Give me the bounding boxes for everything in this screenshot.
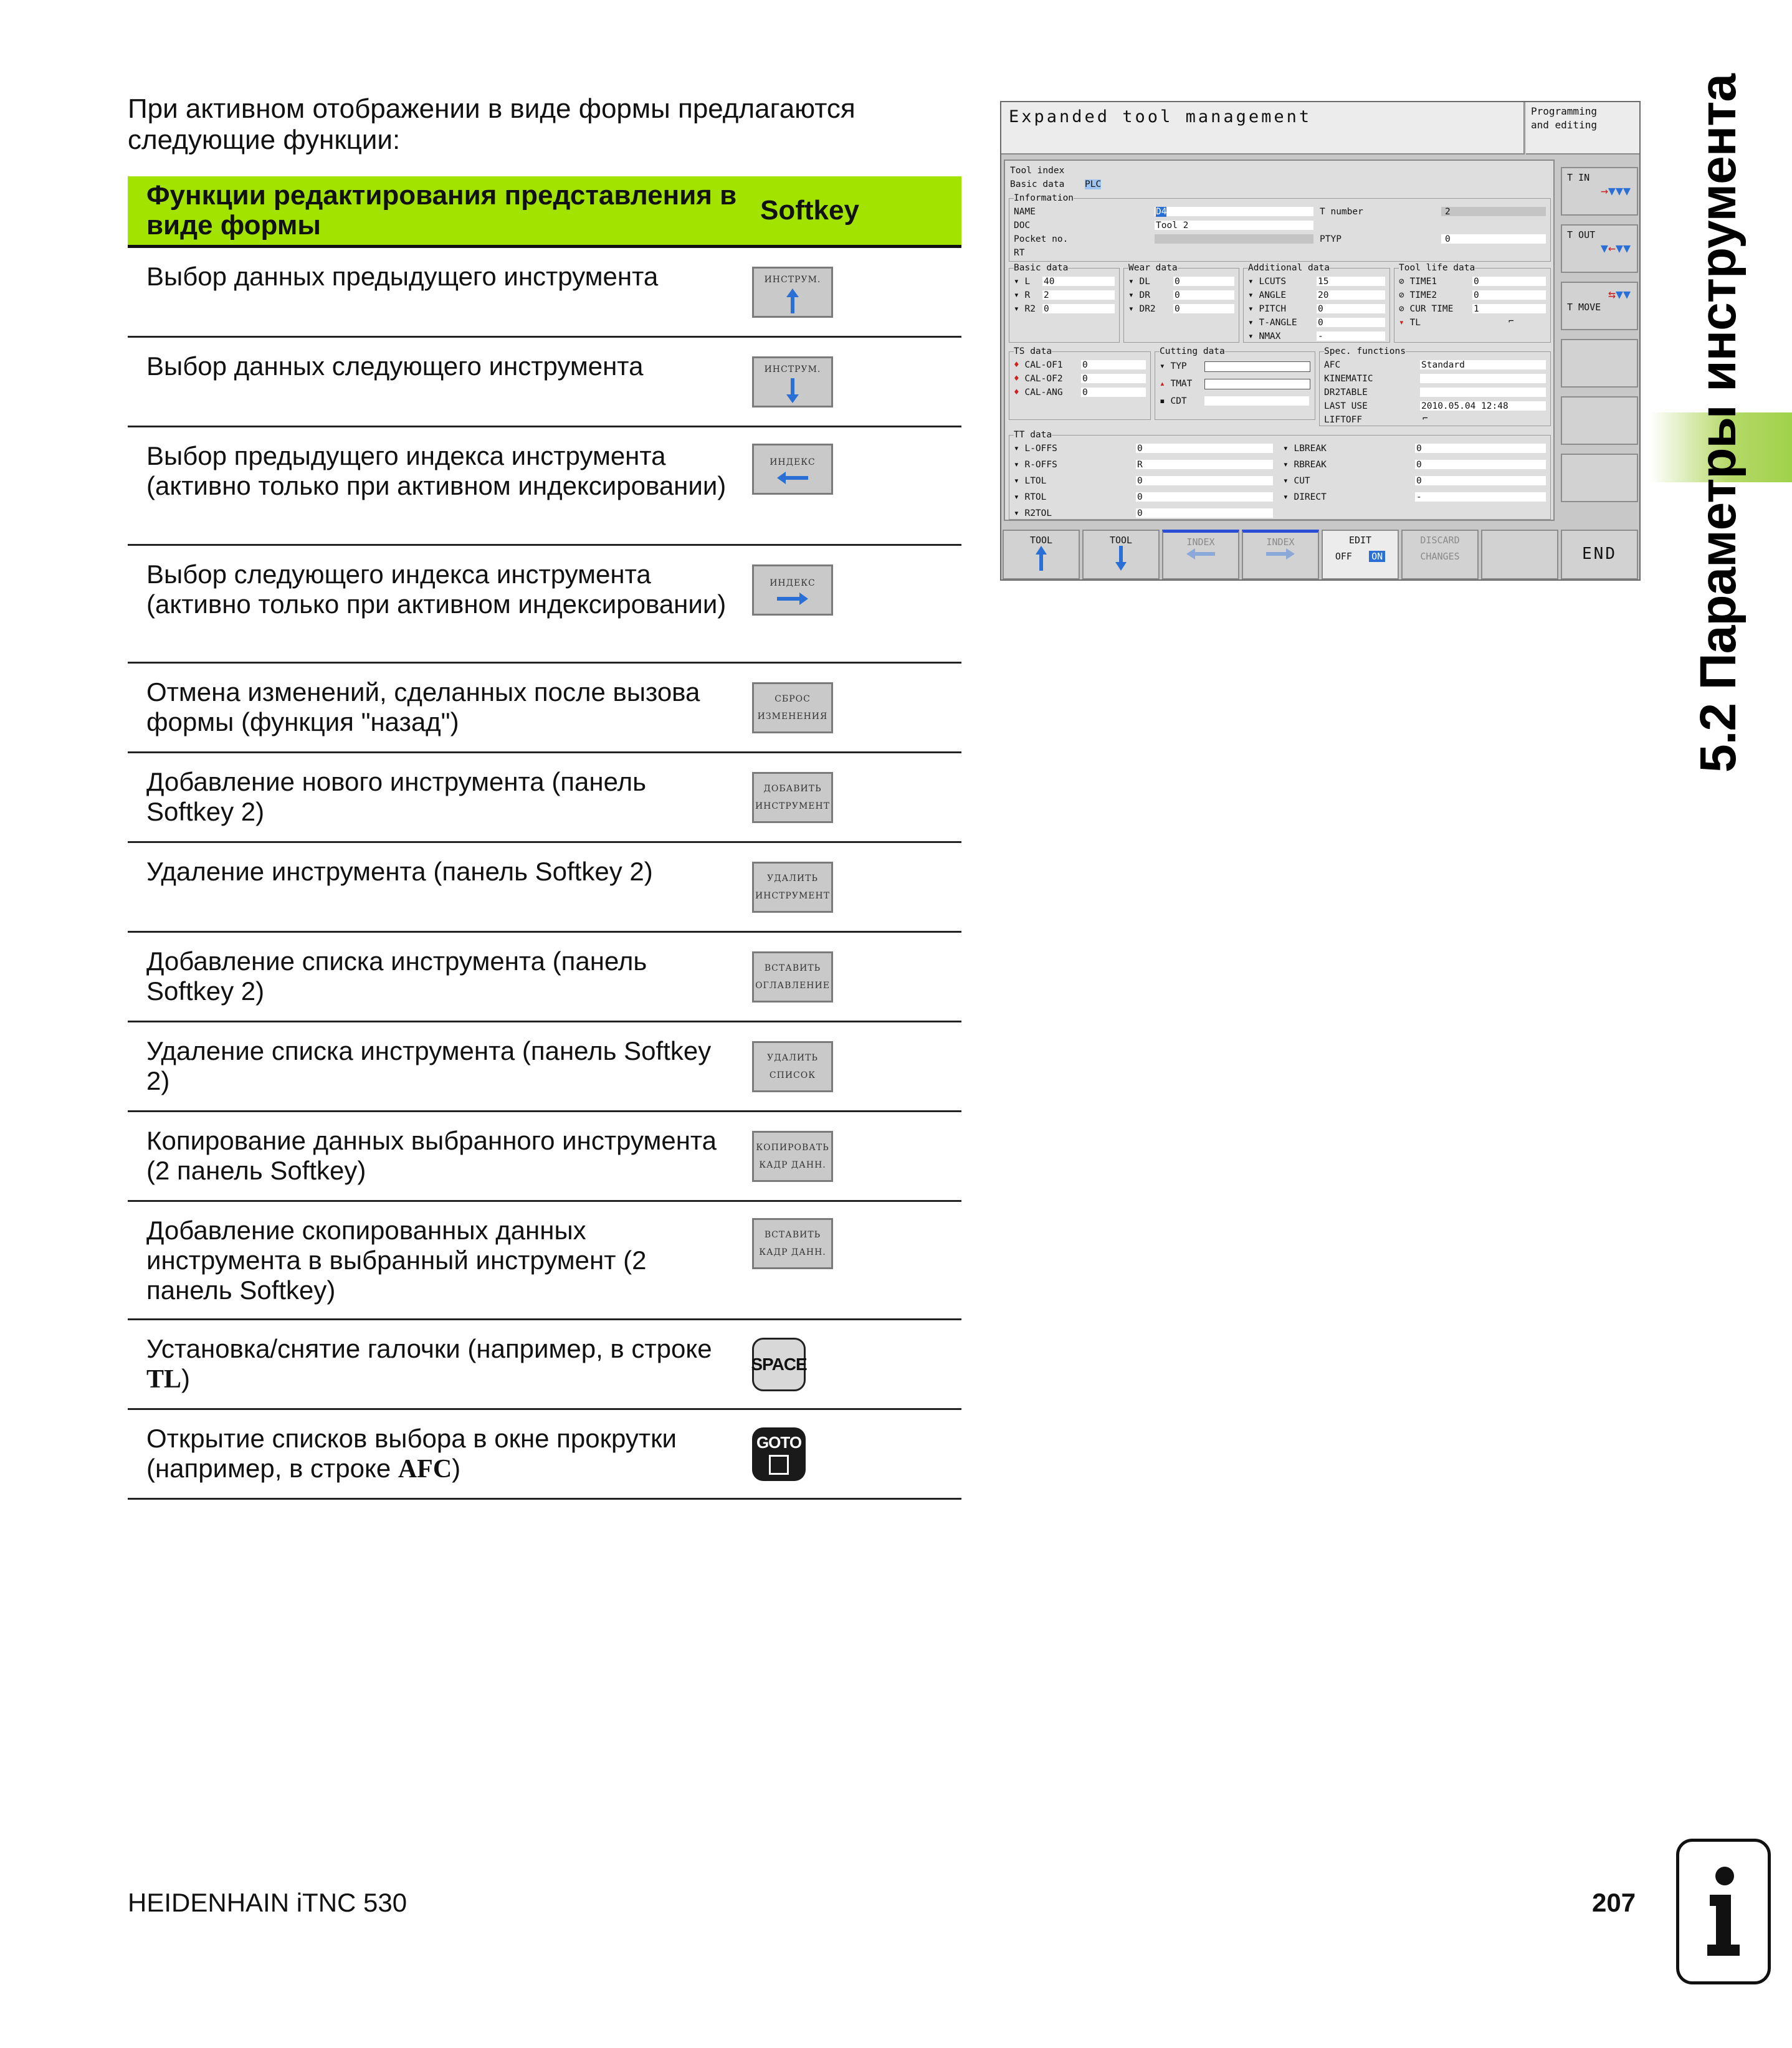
arrow-left-icon	[777, 471, 808, 485]
tool-next-softkey[interactable]: TOOL	[1082, 530, 1160, 579]
table-row	[128, 664, 961, 753]
row-text: Добавление нового инструмента (панель Softkey 2)	[146, 767, 646, 826]
empty-softkey	[1561, 396, 1638, 445]
typ-select[interactable]	[1204, 361, 1310, 372]
row-text: Отмена изменений, сделанных после вызова формы (функция "назад")	[146, 677, 700, 736]
tl-checkbox[interactable]: ⌐	[1508, 317, 1514, 326]
arrow-right-icon	[777, 592, 808, 606]
name-field[interactable]: D4	[1156, 207, 1167, 217]
end-softkey[interactable]: END	[1561, 530, 1638, 579]
arrow-right-icon	[1266, 548, 1295, 560]
empty-softkey	[1561, 454, 1638, 502]
edit-toggle-softkey[interactable]: EDIT OFF ON	[1322, 530, 1399, 579]
tool-in-icon: →▼▼▼	[1600, 183, 1631, 198]
header-softkey: Softkey	[760, 195, 859, 226]
table-row	[128, 1112, 961, 1202]
arrow-left-icon	[1186, 548, 1215, 560]
next-tool-softkey[interactable]: ИНСТРУМ.	[752, 356, 833, 407]
screen-title: Expanded tool management	[1001, 102, 1525, 155]
table-row	[128, 1410, 961, 1500]
afc-field[interactable]: Standard	[1421, 360, 1465, 370]
next-index-softkey[interactable]: ИНДЕКС	[752, 564, 833, 616]
table-row	[128, 1022, 961, 1112]
doc-field[interactable]: Tool 2	[1156, 221, 1189, 231]
row-text: Добавление списка инструмента (панель Softkey 2)	[146, 946, 647, 1006]
arrow-up-icon	[785, 288, 800, 313]
discard-changes-softkey[interactable]: СБРОС ИЗМЕНЕНИЯ	[752, 682, 833, 733]
square-icon	[769, 1455, 789, 1475]
intro-text: При активном отображении в виде формы предлагаются следующие функции:	[128, 93, 855, 155]
row-text: Добавление скопированных данных инструмента в выбранный инструмент (2 панель Softkey)	[146, 1216, 647, 1305]
footer-product: HEIDENHAIN iTNC 530	[128, 1888, 407, 1917]
table-row	[128, 248, 961, 338]
row-text: Выбор следующего индекса инструмента (активно только при активном индексировании)	[146, 560, 727, 619]
table-row	[128, 427, 961, 546]
tmat-select[interactable]	[1204, 379, 1310, 389]
table-row	[128, 933, 961, 1022]
index-next-softkey[interactable]: INDEX	[1242, 530, 1319, 579]
delete-tool-softkey[interactable]: УДАЛИТЬ ИНСТРУМЕНТ	[752, 862, 833, 913]
arrow-down-icon	[785, 378, 800, 403]
table-row	[128, 1202, 961, 1320]
row-text: Выбор предыдущего индекса инструмента (активно только при активном индексировании)	[146, 441, 727, 500]
tool-out-icon: ▼←▼▼	[1600, 241, 1631, 255]
row-text: Выбор данных следующего инструмента	[146, 351, 644, 381]
delete-list-softkey[interactable]: УДАЛИТЬ СПИСОК	[752, 1041, 833, 1092]
row-text: Удаление списка инструмента (панель Softkey 2)	[146, 1036, 712, 1095]
tnc-screenshot	[1000, 101, 1641, 581]
table-row	[128, 843, 961, 933]
empty-softkey	[1481, 530, 1558, 579]
header-function: Функции редактирования представления в виде формы	[146, 180, 737, 241]
row-text: Удаление инструмента (панель Softkey 2)	[146, 857, 653, 886]
table-row	[128, 338, 961, 427]
t-out-softkey[interactable]: T OUT ▼←▼▼	[1561, 224, 1638, 273]
tool-move-icon: ⇆▼▼	[1608, 287, 1631, 302]
table-row	[128, 1320, 961, 1410]
prev-tool-softkey[interactable]: ИНСТРУМ.	[752, 267, 833, 318]
tab-plc[interactable]: PLC	[1085, 179, 1102, 189]
arrow-up-icon	[1035, 546, 1047, 571]
discard-changes-button[interactable]: DISCARD CHANGES	[1401, 530, 1479, 579]
goto-key[interactable]: GOTO	[752, 1427, 806, 1481]
t-in-softkey[interactable]: T IN →▼▼▼	[1561, 167, 1638, 216]
page-number: 207	[1592, 1888, 1636, 1917]
ptyp-field[interactable]: 0	[1445, 234, 1451, 244]
insert-list-softkey[interactable]: ВСТАВИТЬ ОГЛАВЛЕНИЕ	[752, 951, 833, 1003]
add-tool-softkey[interactable]: ДОБАВИТЬ ИНСТРУМЕНТ	[752, 772, 833, 823]
t-move-softkey[interactable]: ⇆▼▼ T MOVE	[1561, 282, 1638, 330]
row-text: Открытие списков выбора в окне прокрутки (например, в строке AFC)	[146, 1424, 677, 1484]
arrow-down-icon	[1115, 546, 1127, 571]
table-row	[128, 753, 961, 843]
table-header	[128, 176, 961, 248]
empty-softkey	[1561, 339, 1638, 388]
tool-prev-softkey[interactable]: TOOL	[1003, 530, 1080, 579]
tnumber-field: 2	[1445, 207, 1451, 217]
prev-index-softkey[interactable]: ИНДЕКС	[752, 444, 833, 495]
space-key[interactable]: SPACE	[752, 1338, 806, 1391]
tab-basic-data[interactable]: Basic data	[1010, 179, 1065, 189]
mode-indicator: Programming and editing	[1526, 102, 1641, 155]
paste-data-softkey[interactable]: ВСТАВИТЬ КАДР ДАНН.	[752, 1218, 833, 1269]
function-table	[128, 176, 961, 1500]
copy-data-softkey[interactable]: КОПИРОВАТЬ КАДР ДАНН.	[752, 1131, 833, 1182]
row-text: Выбор данных предыдущего инструмента	[146, 262, 659, 291]
row-text: Копирование данных выбранного инструмента (2 панель Softkey)	[146, 1126, 717, 1185]
liftoff-checkbox[interactable]: ⌐	[1423, 414, 1428, 424]
tool-index-label: Tool index	[1010, 166, 1065, 176]
info-icon	[1676, 1839, 1771, 1984]
table-row	[128, 546, 961, 664]
chapter-title: 5.2 Параметры инструмента	[1690, 74, 1747, 773]
index-prev-softkey[interactable]: INDEX	[1162, 530, 1239, 579]
row-text: Установка/снятие галочки (например, в строке TL)	[146, 1334, 712, 1394]
tool-form: Tool index Basic data PLC Information NAME D4 DOC Tool 2 Pocket no. RT T number 2 PTYP 0 Basic data ▾ L 40 ▾ R 2 ▾ R2 0 Wear data ▾ DL 0 ▾ DR 0 ▾ DR2 0 Additional data ▾ LCUTS 15 ▾ ANGLE 20 ▾ PITCH 0 ▾ T-ANGLE 0 ▾ NMAX - Tool life data ⊘ TIME1 0 ⊘ TIME2 0 ⊘ CUR TIME 1 ▾ TL ⌐ TS data ♦ CAL-OF1 0 ♦ CAL-OF2 0 ♦ CAL-ANG 0 Cutting data ▾ TYP ▴ TMAT ▪ CDT Spec. functions AFC Standard KINEMATIC DR2TABLE LAST USE 2010.05.04 12:48 LIFTOFF ⌐ TT data ▾ L-OFFS 0 ▾ R-OFFS R ▾ LTOL 0 ▾ RTOL 0 ▾ R2TOL 0 ▾ LBREAK 0 ▾ RBREAK 0 ▾ CUT 0 ▾ DIRECT -	[1004, 160, 1555, 521]
pocket-field	[1155, 234, 1313, 244]
